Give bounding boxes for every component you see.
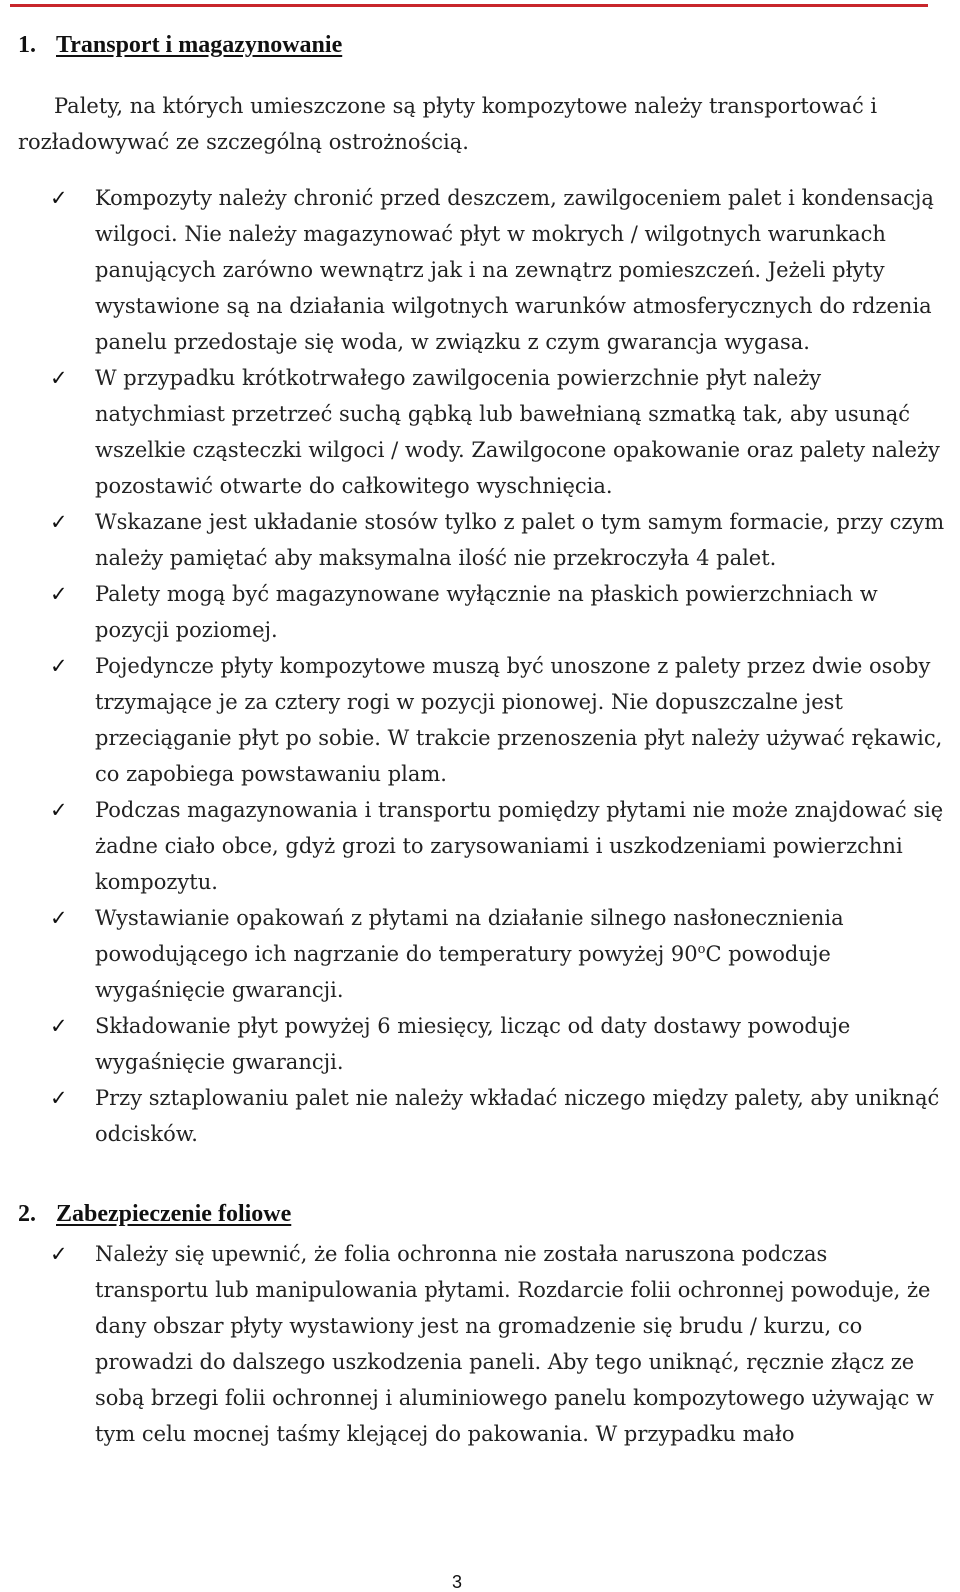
list-item-text xyxy=(95,900,945,1008)
checkmark-icon: ✓ xyxy=(50,906,68,930)
foil-checklist xyxy=(0,1236,960,1452)
list-item-text: Pojedyncze płyty kompozytowe muszą być unoszone z palety przez dwie osoby trzymające je za cztery rogi w pozycji pionowej. Nie dopuszczalne jest przeciąganie płyt po sobie. W trakcie przenoszenia płyt należy używać rękawic, co zapobiega powstawaniu plam. xyxy=(95,654,943,786)
checkmark-icon: ✓ xyxy=(50,510,68,534)
checkmark-icon: ✓ xyxy=(50,186,68,210)
list-item xyxy=(0,504,960,576)
section-heading-transport xyxy=(18,30,342,60)
section-title: Zabezpieczenie foliowe xyxy=(56,1201,292,1227)
list-item xyxy=(0,792,960,900)
list-item-text: Należy się upewnić, że folia ochronna nie została naruszona podczas transportu lub manipulowania płytami. Rozdarcie folii ochronnej powoduje, że dany obszar płyty wystawiony jest na gromadzenie się brudu / kurzu, co prowadzi do dalszego uszkodzenia paneli. Aby tego uniknąć, ręcznie złącz ze sobą brzegi folii ochronnej i aluminiowego panelu kompozytowego używając w tym celu mocnej taśmy klejącej do pakowania. W przypadku mało xyxy=(95,1242,934,1446)
section-heading-foil xyxy=(18,1199,291,1229)
checkmark-icon: ✓ xyxy=(50,1242,68,1266)
checkmark-icon: ✓ xyxy=(50,1086,68,1110)
transport-checklist xyxy=(0,180,960,1152)
list-item xyxy=(0,1236,960,1452)
checkmark-icon: ✓ xyxy=(50,366,68,390)
section-number: 2. xyxy=(18,1201,36,1227)
list-item xyxy=(0,648,960,792)
list-item xyxy=(0,360,960,504)
section-number: 1. xyxy=(18,32,36,58)
list-item-text: Kompozyty należy chronić przed deszczem, zawilgoceniem palet i kondensacją wilgoci. Nie należy magazynować płyt w mokrych / wilgotnych warunkach panujących zarówno wewnątrz jak i na zewnątrz pomieszczeń. Jeżeli płyty wystawione są na działania wilgotnych warunków atmosferycznych do rdzenia panelu przedostaje się woda, w związku z czym gwarancja wygasa. xyxy=(95,186,934,354)
list-item-text: Palety mogą być magazynowane wyłącznie na płaskich powierzchniach w pozycji poziomej. xyxy=(95,582,878,642)
list-item xyxy=(0,900,960,1008)
list-item-text: Podczas magazynowania i transportu pomiędzy płytami nie może znajdować się żadne ciało obce, gdyż grozi to zarysowaniami i uszkodzeniami powierzchni kompozytu. xyxy=(95,798,944,894)
degree-superscript: o xyxy=(697,942,706,957)
list-item-text: Składowanie płyt powyżej 6 miesięcy, licząc od daty dostawy powoduje wygaśnięcie gwarancji. xyxy=(95,1014,851,1074)
list-item xyxy=(0,1080,960,1152)
checkmark-icon: ✓ xyxy=(50,582,68,606)
temperature-text-after: C powoduje wygaśnięcie gwarancji. xyxy=(95,942,831,1002)
list-item xyxy=(0,1008,960,1080)
page-number: 3 xyxy=(452,1572,463,1592)
list-item-text: Przy sztaplowaniu palet nie należy wkładać niczego między palety, aby uniknąć odcisków. xyxy=(95,1086,940,1146)
header-rule xyxy=(10,4,928,7)
checkmark-icon: ✓ xyxy=(50,654,68,678)
list-item-text: Wskazane jest układanie stosów tylko z palet o tym samym formacie, przy czym należy pamiętać aby maksymalna ilość nie przekroczyła 4 palet. xyxy=(95,510,945,570)
intro-text: Palety, na których umieszczone są płyty kompozytowe należy transportować i rozładowywać ze szczególną ostrożnością. xyxy=(18,94,878,154)
section-title: Transport i magazynowanie xyxy=(56,32,343,58)
checkmark-icon: ✓ xyxy=(50,1014,68,1038)
temperature-text-before: Wystawianie opakowań z płytami na działanie silnego nasłonecznienia powodującego ich nagrzanie do temperatury powyżej 90 xyxy=(95,906,844,966)
list-item-text: W przypadku krótkotrwałego zawilgocenia powierzchnie płyt należy natychmiast przetrzeć suchą gąbką lub bawełnianą szmatką tak, aby usunąć wszelkie cząsteczki wilgoci / wody. Zawilgocone opakowanie oraz palety należy pozostawić otwarte do całkowitego wyschnięcia. xyxy=(95,366,940,498)
intro-paragraph xyxy=(18,88,938,160)
list-item xyxy=(0,576,960,648)
checkmark-icon: ✓ xyxy=(50,798,68,822)
list-item xyxy=(0,180,960,360)
